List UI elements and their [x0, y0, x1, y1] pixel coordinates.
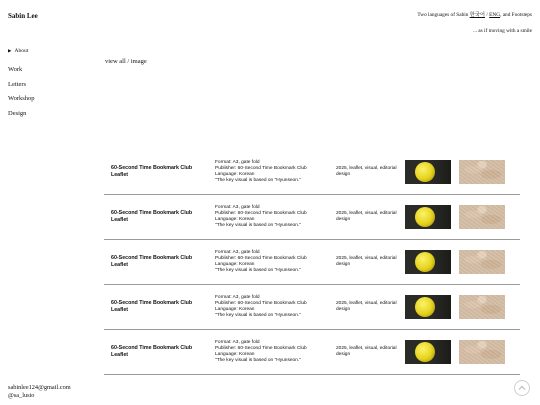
project-meta: 2025, leaflet, visual, editorial design	[336, 346, 397, 357]
chevron-up-icon	[518, 384, 526, 392]
project-meta: 2025, leaflet, visual, editorial design	[336, 166, 397, 177]
project-thumbnail-texture[interactable]	[459, 160, 505, 184]
project-thumbnail-ball[interactable]	[405, 250, 451, 274]
project-title[interactable]: 60-Second Time Bookmark Club Leaflet	[111, 255, 193, 268]
project-thumbnail-texture[interactable]	[459, 250, 505, 274]
project-format: Format: A3, gate fold	[215, 295, 260, 300]
about-toggle[interactable]	[8, 48, 28, 54]
project-format: Format: A3, gate fold	[215, 205, 260, 210]
project-title[interactable]: 60-Second Time Bookmark Club Leaflet	[111, 300, 193, 313]
project-publisher: Publisher: 60-Second Time Bookmark Club	[215, 301, 307, 306]
project-thumbnail-texture[interactable]	[459, 205, 505, 229]
header-subline: ... as if moving with a smile	[473, 28, 532, 34]
project-note: "The key visual is based on "Hyunseon."	[215, 268, 301, 273]
view-image-link[interactable]: image	[130, 58, 147, 65]
project-language: Language: Korean	[215, 172, 255, 177]
project-language: Language: Korean	[215, 352, 255, 357]
project-list	[104, 150, 520, 375]
project-thumbnail-ball[interactable]	[405, 205, 451, 229]
tagline-prefix: Two languages of Sabin	[417, 12, 470, 18]
nav-item-workshop[interactable]: Workshop	[8, 95, 35, 102]
english-link[interactable]: ENG	[489, 12, 501, 18]
project-info	[215, 205, 333, 229]
project-meta: 2025, leaflet, visual, editorial design	[336, 256, 397, 267]
project-info	[215, 340, 333, 364]
view-toggle-separator: /	[125, 58, 131, 65]
project-info	[215, 160, 333, 184]
project-meta: 2025, leaflet, visual, editorial design	[336, 301, 397, 312]
project-language: Language: Korean	[215, 262, 255, 267]
project-publisher: Publisher: 60-Second Time Bookmark Club	[215, 346, 307, 351]
project-row[interactable]	[104, 240, 520, 285]
korean-link[interactable]: 한국어	[469, 12, 486, 18]
project-row[interactable]	[104, 330, 520, 375]
project-title[interactable]: 60-Second Time Bookmark Club Leaflet	[111, 210, 193, 223]
contact-info	[8, 384, 71, 399]
project-info	[215, 250, 333, 274]
project-thumbnail-ball[interactable]	[405, 340, 451, 364]
project-row[interactable]	[104, 150, 520, 195]
project-title[interactable]: 60-Second Time Bookmark Club Leaflet	[111, 165, 193, 178]
project-info	[215, 295, 333, 319]
view-all-link[interactable]: view all	[105, 58, 126, 65]
project-thumbnail-texture[interactable]	[459, 340, 505, 364]
project-format: Format: A3, gate fold	[215, 250, 260, 255]
project-thumbnail-ball[interactable]	[405, 160, 451, 184]
project-note: "The key visual is based on "Hyunseon."	[215, 358, 301, 363]
header-tagline	[417, 13, 532, 18]
about-label: About	[14, 48, 29, 54]
sidebar-nav	[8, 66, 35, 124]
nav-item-design[interactable]: Design	[8, 109, 27, 117]
project-meta: 2025, leaflet, visual, editorial design	[336, 211, 397, 222]
site-name[interactable]: Sabin Lee	[8, 12, 38, 20]
project-format: Format: A3, gate fold	[215, 340, 260, 345]
project-row[interactable]	[104, 195, 520, 240]
project-thumbnail-ball[interactable]	[405, 295, 451, 319]
project-thumbnail-texture[interactable]	[459, 295, 505, 319]
project-publisher: Publisher: 60-Second Time Bookmark Club	[215, 211, 307, 216]
tagline-separator: /	[485, 12, 490, 18]
project-format: Format: A3, gate fold	[215, 160, 260, 165]
project-language: Language: Korean	[215, 217, 255, 222]
project-note: "The key visual is based on "Hyunseon."	[215, 313, 301, 318]
project-title[interactable]: 60-Second Time Bookmark Club Leaflet	[111, 345, 193, 358]
project-note: "The key visual is based on "Hyunseon."	[215, 223, 301, 228]
project-row[interactable]	[104, 285, 520, 330]
project-publisher: Publisher: 60-Second Time Bookmark Club	[215, 166, 307, 171]
tagline-suffix: , and Footsteps	[500, 12, 532, 18]
project-language: Language: Korean	[215, 307, 255, 312]
email-link[interactable]: sabinlee124@gmail.com	[8, 384, 71, 391]
instagram-link[interactable]: @sa_lusio	[8, 391, 35, 399]
scroll-top-button[interactable]	[514, 380, 530, 396]
project-publisher: Publisher: 60-Second Time Bookmark Club	[215, 256, 307, 261]
nav-item-letters[interactable]: Letters	[8, 80, 27, 88]
nav-item-work[interactable]: Work	[8, 66, 23, 73]
project-note: "The key visual is based on "Hyunseon."	[215, 178, 301, 183]
triangle-right-icon: ▶	[8, 48, 12, 53]
view-toggle	[105, 58, 147, 65]
